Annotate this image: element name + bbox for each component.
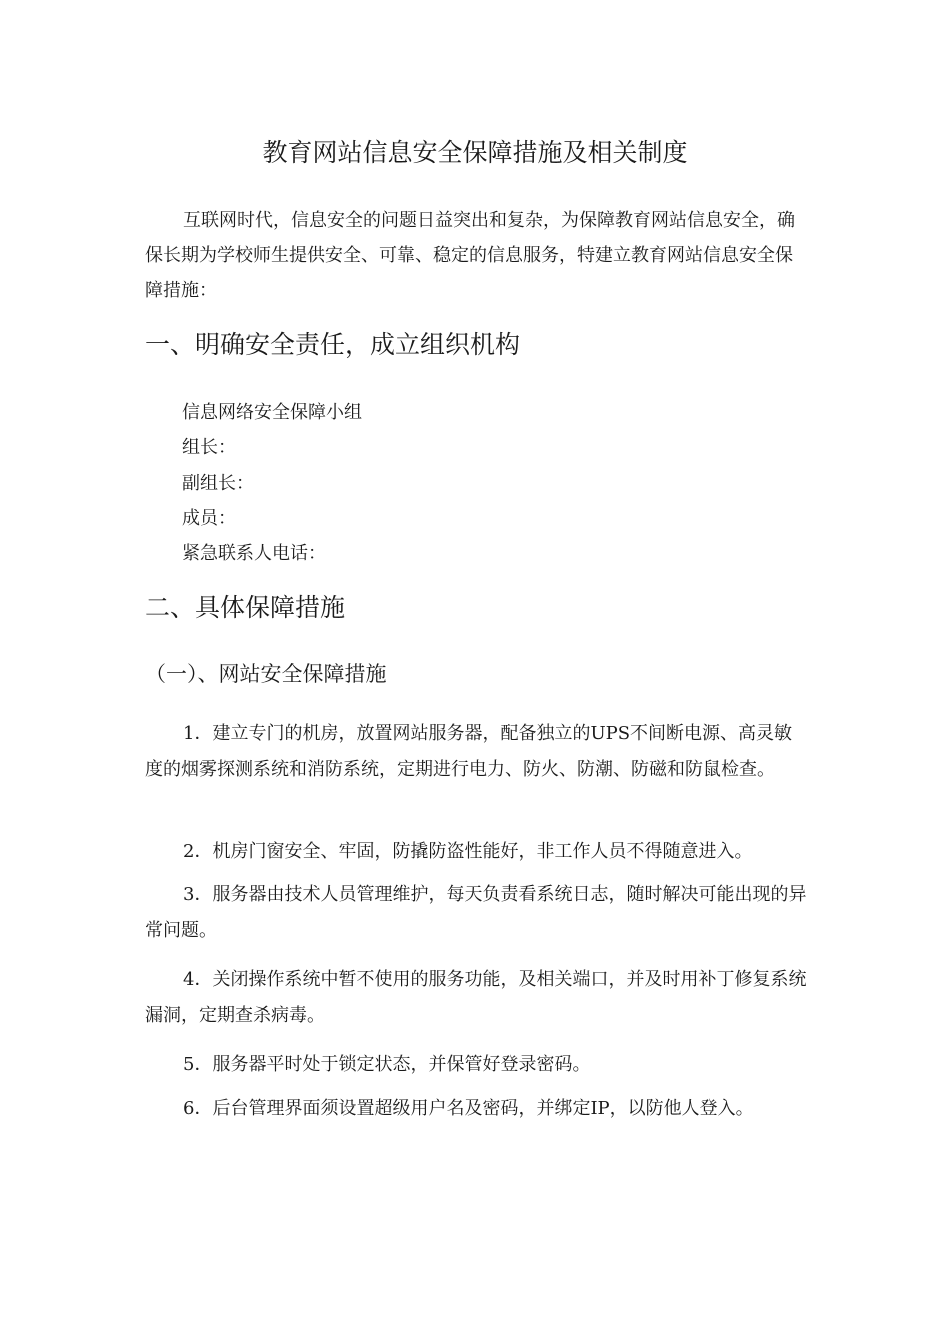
document-title: 教育网站信息安全保障措施及相关制度: [262, 138, 688, 167]
measure-item-1: 1．建立专门的机房，放置网站服务器，配备独立的UPS不间断电源、高灵敏度的烟雾探测系统和消防系统，定期进行电力、防火、防潮、防磁和防鼠检查。: [145, 723, 793, 780]
section2-heading: 二、具体保障措施: [145, 593, 346, 622]
measure-item-5: 5．服务器平时处于锁定状态，并保管好登录密码。: [183, 1054, 591, 1075]
subsection-heading: （一）、网站安全保障措施: [145, 662, 387, 686]
org-deputy-leader-label: 副组长：: [182, 473, 254, 494]
measure-item-2: 2．机房门窗安全、牢固，防撬防盗性能好，非工作人员不得随意进入。: [183, 841, 753, 862]
measure-item-6: 6．后台管理界面须设置超级用户名及密码，并绑定IP，以防他人登入。: [183, 1098, 754, 1119]
org-emergency-phone-label: 紧急联系人电话：: [182, 543, 326, 564]
org-members-label: 成员：: [182, 508, 236, 529]
measure-item-3: 3．服务器由技术人员管理维护，每天负责看系统日志，随时解决可能出现的异常问题。: [145, 884, 807, 941]
intro-paragraph: 互联网时代，信息安全的问题日益突出和复杂，为保障教育网站信息安全，确保长期为学校师生提供安全、可靠、稳定的信息服务，特建立教育网站信息安全保障措施：: [145, 210, 795, 301]
org-group-name: 信息网络安全保障小组: [182, 402, 362, 423]
section1-heading: 一、明确安全责任，成立组织机构: [145, 330, 521, 359]
org-leader-label: 组长：: [182, 437, 236, 458]
measure-item-4: 4．关闭操作系统中暂不使用的服务功能，及相关端口，并及时用补丁修复系统漏洞，定期查杀病毒。: [145, 969, 807, 1026]
